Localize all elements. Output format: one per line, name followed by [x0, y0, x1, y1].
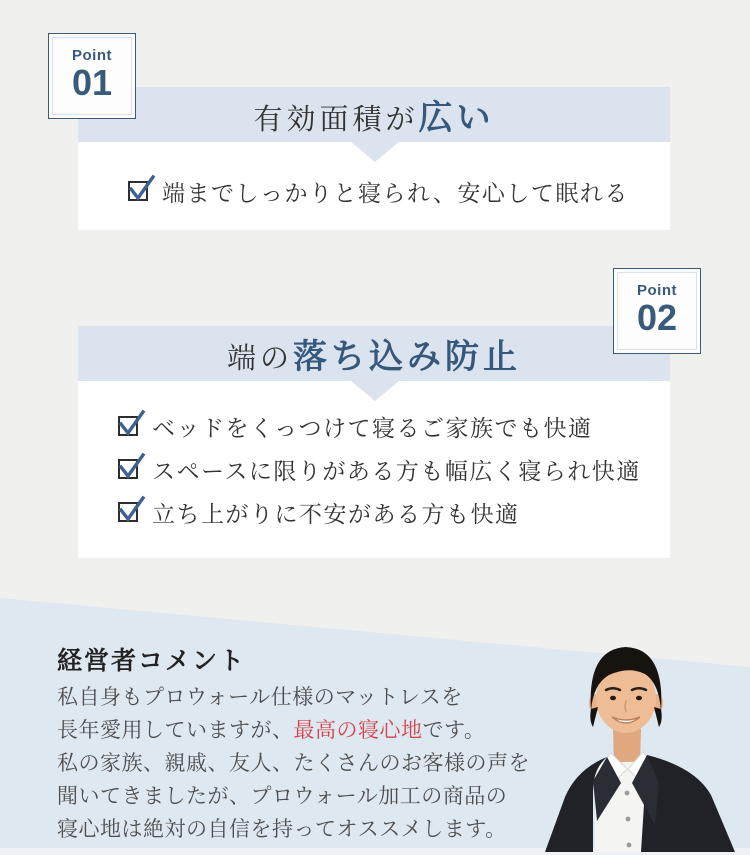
- comment-line: [57, 681, 530, 714]
- feature-2-title: [227, 329, 521, 378]
- feature-1-heading-band: [78, 87, 670, 142]
- checkbox-icon: [128, 181, 148, 201]
- point-badge-01: [48, 33, 136, 119]
- check-item: [128, 177, 629, 205]
- check-item-label: ベッドをくっつけて寝るご家族でも快適: [152, 415, 593, 441]
- comment-text: 寝心地は絶対の自信を持ってオススメします。: [57, 818, 507, 841]
- comment-text: です。: [422, 719, 486, 742]
- feature-2-heading-band: [78, 326, 670, 381]
- point-badge-02-label: Point: [637, 282, 677, 299]
- comment-text-red: 最高の寝心地: [293, 719, 423, 742]
- triangle-down-pointer-2: [351, 381, 399, 401]
- comment-text: 長年愛用していますが、: [57, 719, 294, 742]
- point-badge-01-number: 01: [71, 62, 113, 103]
- feature-2-checklist: [118, 412, 641, 541]
- feature-2-title-emphasis: 落ち込み防止: [293, 339, 521, 376]
- comment-body: [57, 681, 530, 846]
- comment-line: [57, 714, 530, 747]
- check-item-label: 端までしっかりと寝られ、安心して眠れる: [162, 180, 629, 206]
- triangle-down-pointer-1: [351, 142, 399, 162]
- comment-line: [57, 813, 530, 846]
- comment-line: [57, 747, 530, 780]
- ceo-photo: [535, 641, 748, 852]
- check-item-label: スペースに限りがある方も幅広く寝られ快適: [152, 458, 641, 484]
- feature-1-title-emphasis: 広い: [418, 100, 495, 137]
- feature-1-checklist: [128, 177, 629, 220]
- comment-line: [57, 780, 530, 813]
- comment-text: 聞いてきましたが、プロウォール加工の商品の: [57, 785, 508, 808]
- feature-1-title: [253, 90, 494, 139]
- point-badge-02-number: 02: [636, 297, 678, 338]
- checkbox-icon: [118, 502, 138, 522]
- point-badge-01-label: Point: [72, 47, 112, 64]
- check-item: [118, 455, 641, 483]
- checkbox-icon: [118, 459, 138, 479]
- comment-heading: 経営者コメント: [57, 647, 247, 675]
- point-badge-02: [613, 268, 701, 354]
- comment-text: 私自身もプロウォール仕様のマットレスを: [57, 686, 463, 709]
- feature-1-title-normal: 有効面積が: [253, 104, 419, 136]
- checkbox-icon: [118, 416, 138, 436]
- comment-text: 私の家族、親戚、友人、たくさんのお客様の声を: [57, 752, 530, 775]
- check-item: [118, 412, 641, 440]
- check-item: [118, 498, 641, 526]
- feature-2-title-normal: 端の: [226, 343, 293, 375]
- check-item-label: 立ち上がりに不安がある方も快適: [152, 501, 520, 527]
